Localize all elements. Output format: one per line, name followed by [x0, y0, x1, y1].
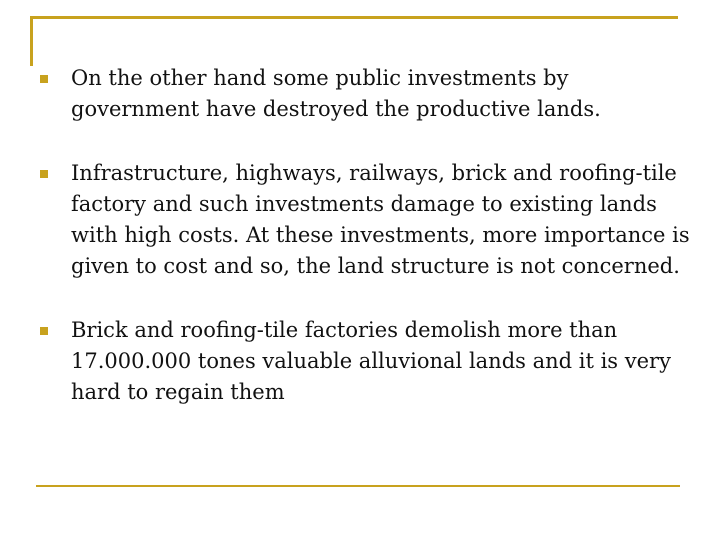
bullet-text: Infrastructure, highways, railways, brick and roofing-tile factory and such investments damage to existing lands with high costs. At these investments, more importance is given to cost and so, the land structure is not concerned. [71, 161, 690, 278]
bullet-text: Brick and roofing-tile factories demolish more than 17.000.000 tones valuable alluvional lands and it is very hard to regain them [71, 318, 671, 404]
bottom-rule [36, 485, 680, 487]
square-bullet-icon [40, 75, 48, 83]
left-rule [30, 16, 33, 66]
top-rule [30, 16, 678, 19]
bullet-item [40, 158, 690, 282]
bullet-list [40, 63, 690, 408]
square-bullet-icon [40, 170, 48, 178]
bullet-item [40, 63, 690, 125]
square-bullet-icon [40, 327, 48, 335]
bullet-item [40, 315, 690, 408]
bullet-text: On the other hand some public investments by government have destroyed the productive lands. [71, 66, 601, 121]
